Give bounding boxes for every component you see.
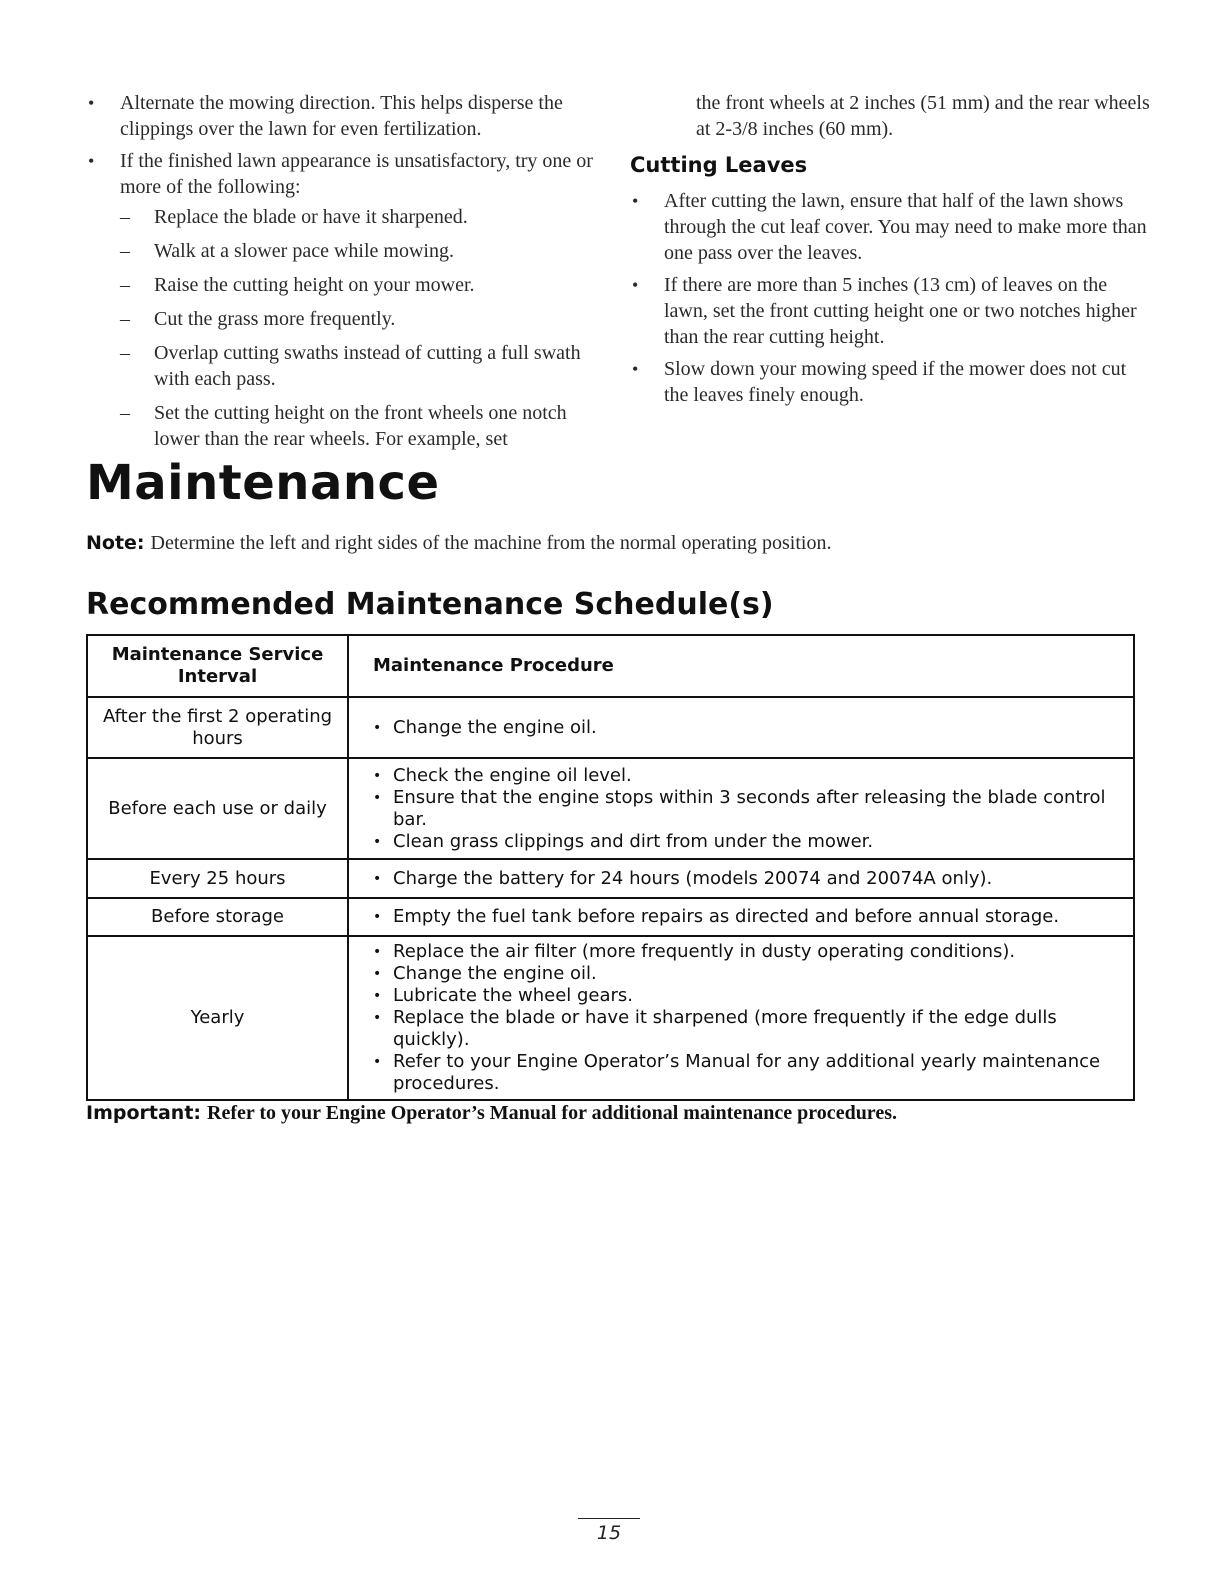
list-item-text: If the finished lawn appearance is unsatisfactory, try one or more of the following: bbox=[120, 150, 593, 198]
procedure-item: • Change the engine oil. bbox=[373, 717, 1119, 739]
interval-cell: Every 25 hours bbox=[87, 859, 348, 898]
page-title: Maintenance bbox=[86, 455, 440, 511]
procedure-item: • Empty the fuel tank before repairs as directed and before annual storage. bbox=[373, 906, 1119, 928]
procedure-item: • Charge the battery for 24 hours (models 20074 and 20074A only). bbox=[373, 868, 1119, 890]
list-item: • After cutting the lawn, ensure that half of the lawn shows through the cut leaf cover. You may need to make more than one pass over the leaves. bbox=[630, 188, 1150, 266]
sub-list-item: – Replace the blade or have it sharpened. bbox=[120, 204, 606, 230]
right-column bbox=[630, 90, 1150, 414]
sub-list-item: – Raise the cutting height on your mower. bbox=[120, 272, 606, 298]
procedure-item: • Replace the blade or have it sharpened (more frequently if the edge dulls quickly). bbox=[373, 1007, 1119, 1051]
column-header-procedure: Maintenance Procedure bbox=[348, 635, 1134, 697]
table-row bbox=[87, 758, 1134, 859]
procedure-item: • Check the engine oil level. bbox=[373, 765, 1119, 787]
procedure-cell bbox=[348, 898, 1134, 936]
table-header-row bbox=[87, 635, 1134, 697]
note-text: Determine the left and right sides of the machine from the normal operating position. bbox=[150, 532, 832, 554]
list-item: • Slow down your mowing speed if the mower does not cut the leaves finely enough. bbox=[630, 356, 1150, 408]
procedure-item: • Clean grass clippings and dirt from under the mower. bbox=[373, 831, 1119, 853]
cutting-leaves-list bbox=[630, 188, 1150, 408]
important-label: Important: bbox=[86, 1102, 202, 1124]
list-item: • If there are more than 5 inches (13 cm) of leaves on the lawn, set the front cutting height one or two notches higher than the rear cutting height. bbox=[630, 272, 1150, 350]
procedure-cell bbox=[348, 697, 1134, 758]
maintenance-schedule-table bbox=[86, 634, 1135, 1101]
mowing-tips-list bbox=[86, 90, 606, 452]
continued-text: the front wheels at 2 inches (51 mm) and the rear wheels at 2-3/8 inches (60 mm). bbox=[696, 92, 1150, 140]
page-number-rule bbox=[578, 1518, 640, 1519]
procedure-item: • Replace the air filter (more frequently in dusty operating conditions). bbox=[373, 941, 1119, 963]
schedule-heading: Recommended Maintenance Schedule(s) bbox=[86, 587, 774, 622]
interval-cell: After the first 2 operating hours bbox=[87, 697, 348, 758]
table-row bbox=[87, 936, 1134, 1100]
table-row bbox=[87, 697, 1134, 758]
note-paragraph bbox=[86, 532, 831, 555]
note-label: Note: bbox=[86, 532, 145, 554]
interval-cell: Before each use or daily bbox=[87, 758, 348, 859]
interval-cell: Before storage bbox=[87, 898, 348, 936]
sub-list-item: – Overlap cutting swaths instead of cutting a full swath with each pass. bbox=[120, 340, 606, 392]
important-text: Refer to your Engine Operator’s Manual for additional maintenance procedures. bbox=[207, 1102, 897, 1124]
procedure-item: • Refer to your Engine Operator’s Manual for any additional yearly maintenance procedures. bbox=[373, 1051, 1119, 1095]
interval-cell: Yearly bbox=[87, 936, 348, 1100]
important-paragraph bbox=[86, 1102, 897, 1125]
list-item: • Alternate the mowing direction. This helps disperse the clippings over the lawn for even fertilization. bbox=[86, 90, 606, 142]
table-row bbox=[87, 859, 1134, 898]
list-item bbox=[86, 148, 606, 452]
column-header-interval: Maintenance Service Interval bbox=[87, 635, 348, 697]
improvement-suggestions-list bbox=[120, 204, 606, 452]
cutting-leaves-heading: Cutting Leaves bbox=[630, 153, 808, 177]
procedure-cell bbox=[348, 936, 1134, 1100]
procedure-cell bbox=[348, 859, 1134, 898]
sub-list-item: – Set the cutting height on the front wheels one notch lower than the rear wheels. For example, set bbox=[120, 400, 606, 452]
left-column bbox=[86, 90, 606, 460]
sub-list-item: – Walk at a slower pace while mowing. bbox=[120, 238, 606, 264]
procedure-cell bbox=[348, 758, 1134, 859]
sub-list-item: – Cut the grass more frequently. bbox=[120, 306, 606, 332]
procedure-item: • Lubricate the wheel gears. bbox=[373, 985, 1119, 1007]
page-number: 15 bbox=[596, 1522, 622, 1544]
procedure-item: • Ensure that the engine stops within 3 seconds after releasing the blade control bar. bbox=[373, 787, 1119, 831]
procedure-item: • Change the engine oil. bbox=[373, 963, 1119, 985]
table-row bbox=[87, 898, 1134, 936]
